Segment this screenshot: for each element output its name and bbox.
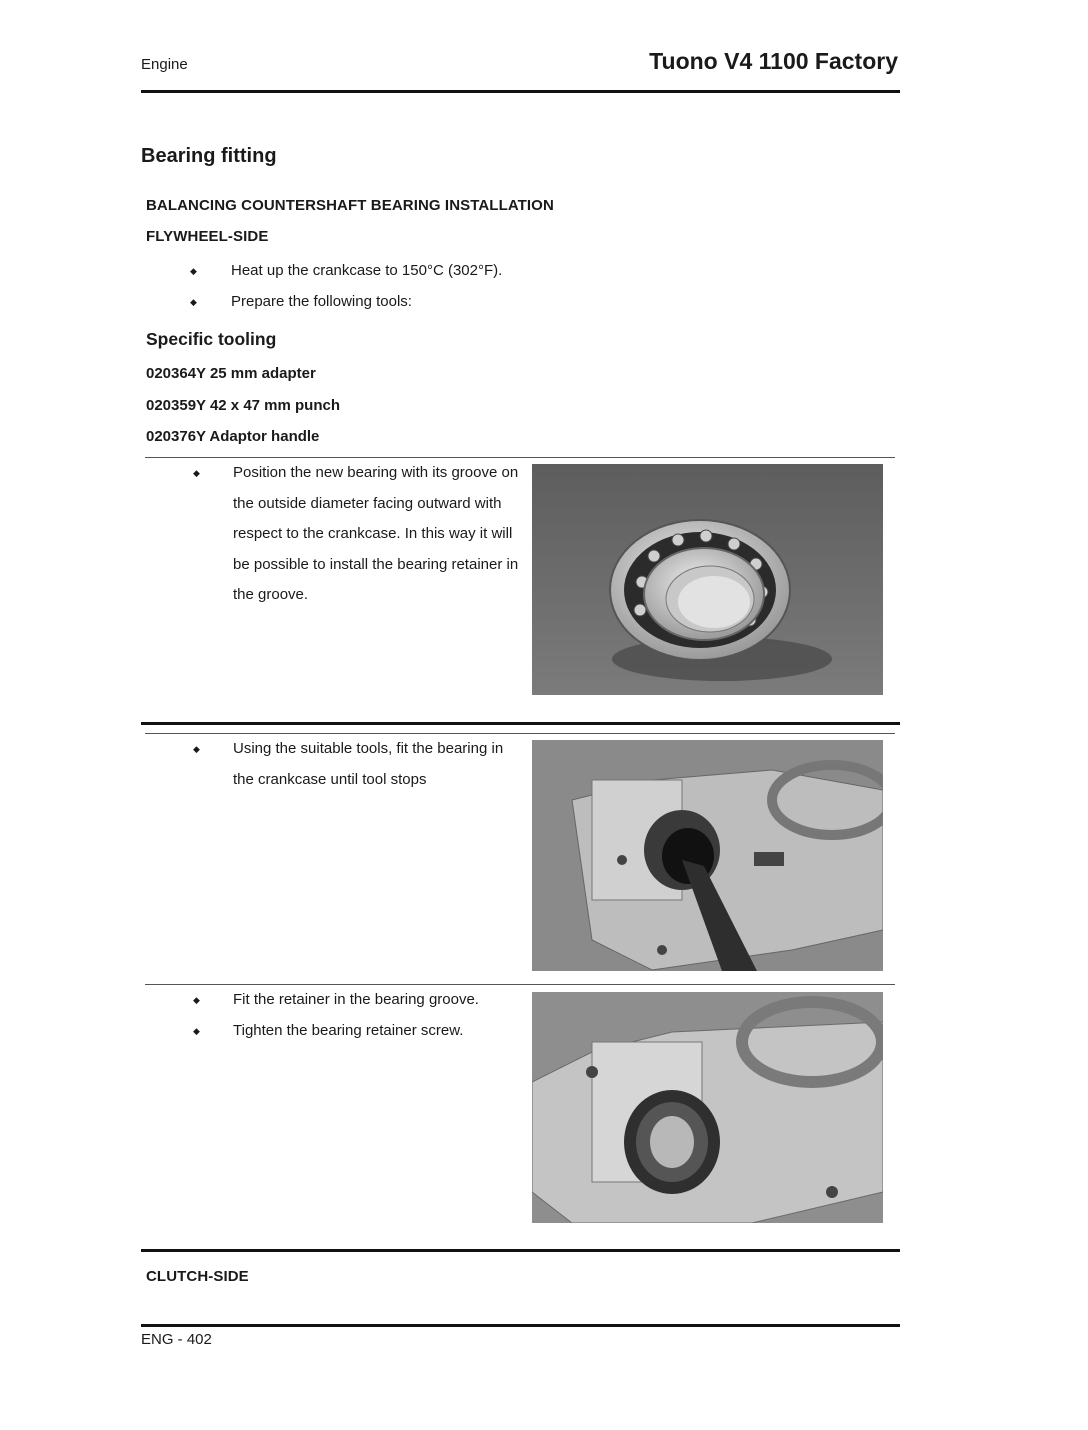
bearing-photo <box>532 464 883 695</box>
bullet-icon: ◆ <box>193 744 200 754</box>
section-title: Bearing fitting <box>141 145 277 167</box>
flywheel-side-heading: FLYWHEEL-SIDE <box>146 228 269 245</box>
step-1-text: Position the new bearing with its groove on the outside diameter facing outward with respect to the crankcase. In this way it will be possible to install the bearing retainer in the groove. <box>233 464 519 603</box>
intro-bullet-2 <box>187 291 412 313</box>
retainer-photo <box>532 992 883 1223</box>
tool-item: 020359Y 42 x 47 mm punch <box>146 397 341 414</box>
clutch-side-heading: CLUTCH-SIDE <box>146 1268 249 1285</box>
tool-item: 020376Y Adaptor handle <box>146 428 320 445</box>
bullet-icon: ◆ <box>190 266 197 276</box>
page-number: ENG - 402 <box>141 1331 212 1348</box>
crankcase-tool-photo <box>532 740 883 971</box>
bullet-text: Heat up the crankcase to 150°C (302°F). <box>231 262 503 279</box>
bullet-icon: ◆ <box>193 468 200 478</box>
header-rule <box>141 90 900 93</box>
step-3-text-2: Tighten the bearing retainer screw. <box>233 1022 464 1039</box>
specific-tooling-title: Specific tooling <box>146 329 277 349</box>
subheading: BALANCING COUNTERSHAFT BEARING INSTALLATION <box>146 197 554 214</box>
step-2-text: Using the suitable tools, fit the bearing in the crankcase until tool stops <box>233 740 504 788</box>
footer-rule <box>141 1324 900 1327</box>
bullet-icon: ◆ <box>193 1026 200 1036</box>
bullet-icon: ◆ <box>193 995 200 1005</box>
tool-item: 020364Y 25 mm adapter <box>146 365 316 382</box>
running-header-title: Tuono V4 1100 Factory <box>649 48 898 74</box>
section-rule <box>141 1249 900 1252</box>
section-rule <box>141 722 900 725</box>
running-header-section: Engine <box>141 56 188 73</box>
bullet-icon: ◆ <box>190 297 197 307</box>
step-3-text: Fit the retainer in the bearing groove. <box>233 991 479 1008</box>
bullet-text: Prepare the following tools: <box>231 293 412 310</box>
intro-bullet-1 <box>187 260 502 282</box>
